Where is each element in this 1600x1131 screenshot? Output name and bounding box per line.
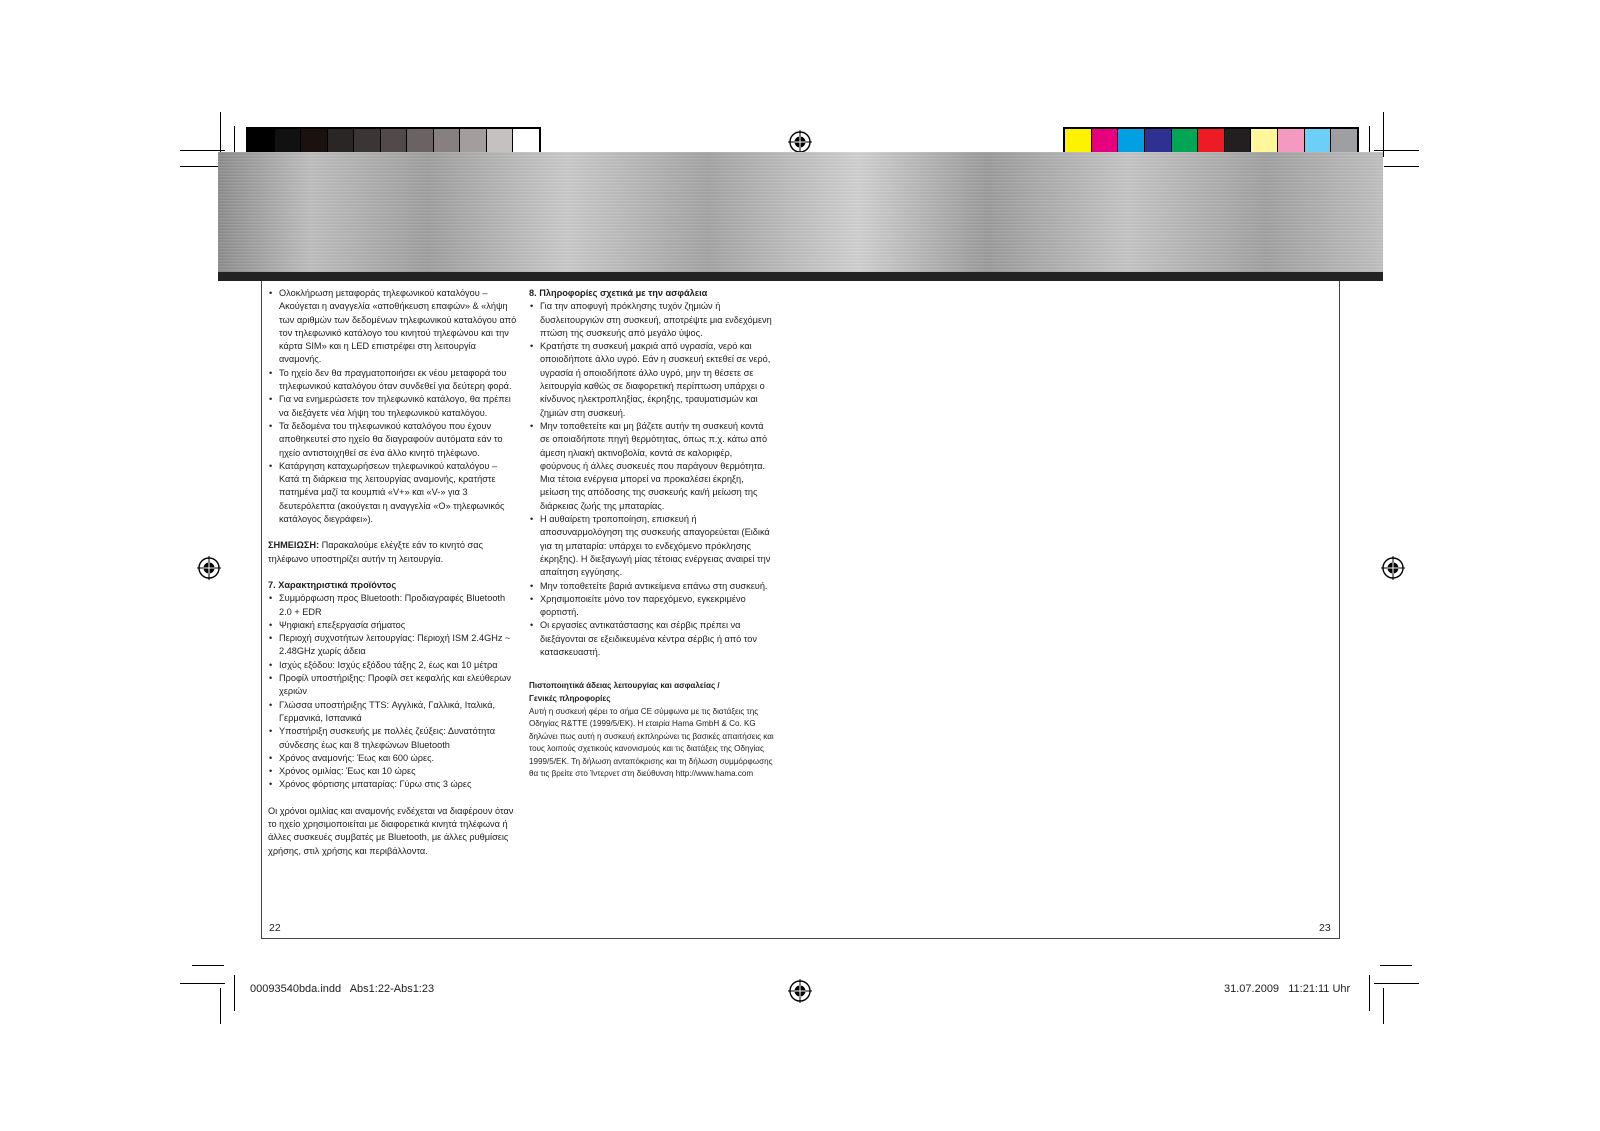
list-item: • Ψηφιακή επεξεργασία σήματος xyxy=(268,619,518,632)
list-item: • Συμμόρφωση προς Bluetooth: Προδιαγραφές Bluetooth 2.0 + EDR xyxy=(268,592,518,619)
crop-mark xyxy=(1374,150,1419,151)
color-swatch xyxy=(1225,129,1252,154)
crop-mark xyxy=(1380,965,1412,966)
color-swatch xyxy=(301,129,328,154)
list-item: • Για να ενημερώσετε τον τηλεφωνικό κατάλογο, θα πρέπει να διεξάγετε νέα λήψη του τηλεφωνικού καταλόγου. xyxy=(268,393,518,420)
crop-mark xyxy=(220,112,221,157)
middle-column xyxy=(529,287,775,781)
safety-info-list xyxy=(529,300,775,659)
list-item: • Χρόνος αναμονής: Έως και 600 ώρες. xyxy=(268,752,518,765)
color-swatch xyxy=(460,129,487,154)
left-column xyxy=(268,287,518,858)
page-number-right: 23 xyxy=(1319,922,1331,934)
color-swatch xyxy=(381,129,408,154)
brushed-metal-banner xyxy=(218,152,1383,272)
note-paragraph xyxy=(268,539,518,566)
color-swatch xyxy=(1198,129,1225,154)
color-swatch xyxy=(1172,129,1199,154)
list-item: • Κρατήστε τη συσκευή μακριά από υγρασία, νερό και οποιοδήποτε άλλο υγρό. Εάν η συσκευή εκτεθεί σε νερό, υγρασία ή οποιοδήποτε άλλο υγρό, μην τη θέσετε σε λειτουργία καθώς σε διαφορετική περίπτωση υπάρχει ο κίνδυνος ηλεκτροπληξίας, έκρηξης, τραυματισμών και ζημιών στη συσκευή. xyxy=(529,340,775,420)
color-swatch xyxy=(407,129,434,154)
color-swatch xyxy=(1331,129,1357,154)
registration-mark-icon xyxy=(788,979,812,1003)
list-item: • Χρόνος ομιλίας: Έως και 10 ώρες xyxy=(268,765,518,778)
color-swatch xyxy=(1092,129,1119,154)
list-item: • Για την αποφυγή πρόκλησης τυχόν ζημιών ή δυσλειτουργιών στη συσκευή, αποτρέψτε μια ενδεχόμενη πτώση της συσκευής από μεγάλο ύψος. xyxy=(529,300,775,340)
color-swatch xyxy=(1118,129,1145,154)
list-item: • Μην τοποθετείτε βαριά αντικείμενα επάνω στη συσκευή. xyxy=(529,580,775,593)
slug-timestamp: 31.07.2009 11:21:11 Uhr xyxy=(1224,983,1351,995)
cert-heading-line-2: Γενικές πληροφορίες xyxy=(529,693,611,703)
registration-mark-icon xyxy=(1381,556,1405,580)
note-label: ΣΗΜΕΙΩΣΗ: xyxy=(268,540,320,551)
list-item: • Υποστήριξη συσκευής με πολλές ζεύξεις: Δυνατότητα σύνδεσης έως και 8 τηλεφώνων Bluetooth xyxy=(268,725,518,752)
color-swatch xyxy=(275,129,302,154)
list-item: • Χρόνος φόρτισης μπαταρίας: Γύρω στις 3 ώρες xyxy=(268,778,518,791)
crop-mark xyxy=(1369,975,1370,1011)
color-swatch xyxy=(1278,129,1305,154)
crop-mark xyxy=(180,166,220,167)
page-number-left: 22 xyxy=(269,922,281,934)
product-features-list xyxy=(268,592,518,791)
cert-heading-line-1: Πιστοποιητικά άδειας λειτουργίας και ασφαλείας / xyxy=(529,681,720,691)
color-swatch xyxy=(434,129,461,154)
color-swatch xyxy=(248,129,275,154)
crop-mark xyxy=(1384,166,1419,167)
list-item: • Η αυθαίρετη τροποποίηση, επισκευή ή αποσυναρμολόγηση της συσκευής απαγορεύεται (Ειδικά για τη μπαταρία: υπάρχει το ενδεχόμενο πρόκλησης έκρηξης). Η διεξαγωγή μίας τέτοιας ενέργειας αναιρεί την απαίτηση εγγύησης. xyxy=(529,513,775,579)
crop-mark xyxy=(180,983,225,984)
crop-mark xyxy=(1374,983,1419,984)
color-swatch xyxy=(513,129,539,154)
crop-mark xyxy=(234,975,235,1011)
color-swatch xyxy=(1145,129,1172,154)
registration-mark-icon xyxy=(197,556,221,580)
color-swatch xyxy=(328,129,355,154)
crop-mark xyxy=(192,965,224,966)
registration-mark-icon xyxy=(788,130,812,154)
list-item: • Προφίλ υποστήριξης: Προφίλ σετ κεφαλής και ελεύθερων χεριών xyxy=(268,672,518,699)
list-item: • Οι εργασίες αντικατάστασης και σέρβις πρέπει να διεξάγονται σε εξειδικευμένα κέντρα σέρβις ή από τον κατασκευαστή. xyxy=(529,619,775,659)
color-swatch xyxy=(1251,129,1278,154)
list-item: • Ολοκλήρωση μεταφοράς τηλεφωνικού καταλόγου – Ακούγεται η αναγγελία «αποθήκευση επαφών» & «λήψη των αριθμών των δεδομένων τηλεφωνικού καταλόγου από τον τηλεφωνικό κατάλογο του κινητού τηλεφώνου και την κάρτα SIM» και η LED επιστρέφει στη λειτουργία αναμονής. xyxy=(268,287,518,367)
list-item: • Χρησιμοποιείτε μόνο τον παρεχόμενο, εγκεκριμένο φορτιστή. xyxy=(529,593,775,620)
cert-paragraph: Αυτή η συσκευή φέρει το σήμα CE σύμφωνα με τις διατάξεις της Οδηγίας R&TTE (1999/5/EK). Η εταιρία Hama GmbH & Co. KG δηλώνει πως αυτή η συσκευή εκπληρώνει τις βασικές απαιτήσεις και τους λοιπούς σχετικούς κανονισμούς και τις διατάξεις της Οδηγίας 1999/5/EK. Τη δήλωση ανταπόκρισης και τη δήλωση συμμόρφωσης θα τις βρείτε στο Ίντερνετ στη διεύθυνση http://www.hama.com xyxy=(529,706,774,779)
note-text: Παρακαλούμε ελέγξτε εάν το κινητό σας τηλέφωνο υποστηρίζει αυτήν τη λειτουργία. xyxy=(268,540,483,564)
list-item: • Το ηχείο δεν θα πραγματοποιήσει εκ νέου μεταφορά του τηλεφωνικού καταλόγου όταν συνδεθεί για δεύτερη φορά. xyxy=(268,367,518,394)
color-swatch xyxy=(487,129,514,154)
crop-mark xyxy=(220,988,221,1024)
slug-file-info: 00093540bda.indd Abs1:22-Abs1:23 xyxy=(250,983,435,995)
crop-mark xyxy=(1383,988,1384,1024)
banner-bottom-rule xyxy=(218,272,1383,281)
list-item: • Ισχύς εξόδου: Ισχύς εξόδου τάξης 2, έως και 10 μέτρα xyxy=(268,659,518,672)
list-item: • Κατάργηση καταχωρήσεων τηλεφωνικού καταλόγου – Κατά τη διάρκεια της λειτουργίας αναμονής, κρατήστε πατημένα μαζί τα κουμπιά «V+» και «V-» για 3 δευτερόλεπτα (ακούγεται η αναγγελία «Ο» τηλεφωνικός κατάλογος διεγράφει»). xyxy=(268,460,518,526)
section-7-heading: 7. Χαρακτηριστικά προϊόντος xyxy=(268,579,397,590)
list-item: • Περιοχή συχνοτήτων λειτουργίας: Περιοχή ISM 2.4GHz ~ 2.48GHz χωρίς άδεια xyxy=(268,632,518,659)
phonebook-bullet-list xyxy=(268,287,518,526)
section-8-heading: 8. Πληροφορίες σχετικά με την ασφάλεια xyxy=(529,288,708,298)
color-swatch xyxy=(354,129,381,154)
color-swatch xyxy=(1065,129,1092,154)
closing-paragraph: Οι χρόνοι ομιλίας και αναμονής ενδέχεται να διαφέρουν όταν το ηχείο χρησιμοποιείται με διαφορετικά κινητά τηλέφωνα ή άλλες συσκευές συμβατές με Bluetooth, με άλλες ρυθμίσεις χρήσης, στιλ χρήσης και περιβάλλοντα. xyxy=(268,805,514,856)
crop-mark xyxy=(1383,112,1384,157)
list-item: • Γλώσσα υποστήριξης TTS: Αγγλικά, Γαλλικά, Ιταλικά, Γερμανικά, Ισπανικά xyxy=(268,699,518,726)
color-swatch xyxy=(1305,129,1332,154)
crop-mark xyxy=(180,150,225,151)
list-item: • Μην τοποθετείτε και μη βάζετε αυτήν τη συσκευή κοντά σε οποιαδήποτε πηγή θερμότητας, όπως π.χ. κάτω από άμεση ηλιακή ακτινοβολία, κοντά σε καλοριφέρ, φούρνους ή άλλες συσκευές που παράγουν θερμότητα. Μια τέτοια ενέργεια μπορεί να προκαλέσει έκρηξη, μείωση της απόδοσης της συσκευής και/ή μείωση της διάρκειας ζωής της μπαταρίας. xyxy=(529,420,775,513)
list-item: • Τα δεδομένα του τηλεφωνικού καταλόγου που έχουν αποθηκευτεί στο ηχείο θα διαγραφούν αυτόματα εάν το ηχείο αντιστοιχηθεί σε ένα άλλο κινητό τηλέφωνο. xyxy=(268,420,518,460)
